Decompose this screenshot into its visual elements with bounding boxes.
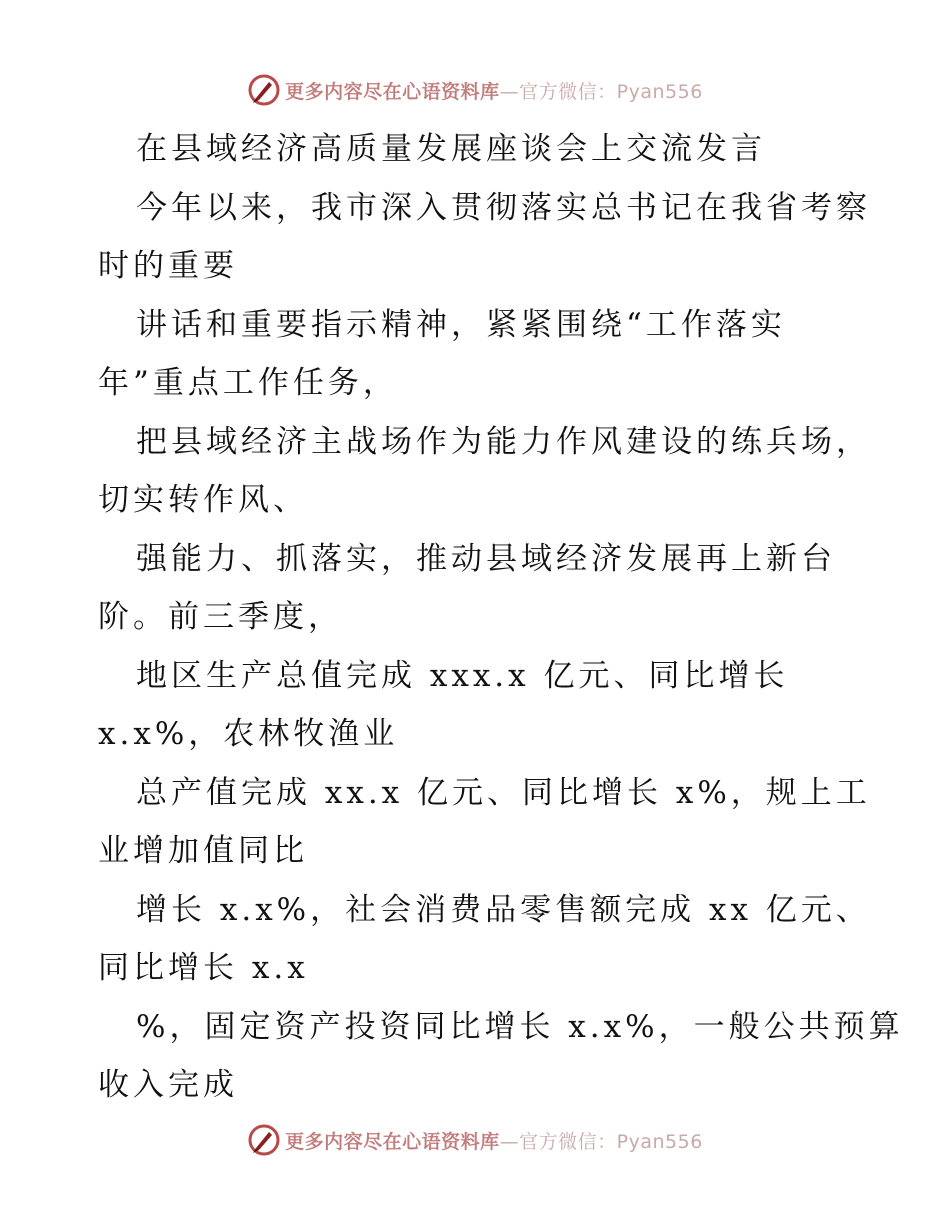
document-title: 在县域经济高质量发展座谈会上交流发言 [136,131,766,167]
watermark-brand: 更多内容尽在心语资料库 [285,1130,500,1153]
paragraph-line: 年”重点工作任务， [98,365,398,401]
paragraph-line: 讲话和重要指示精神，紧紧围绕“工作落实 [136,306,786,343]
paragraph-line: 今年以来，我市深入贯彻落实总书记在我省考察 [136,189,871,226]
watermark-suffix: —官方微信：Pyan556 [499,1130,703,1153]
paragraph-line: 把县域经济主战场作为能力作风建设的练兵场， [136,423,871,460]
paragraph-line: 收入完成 [98,1067,238,1103]
watermark-text [285,1127,703,1154]
paragraph-line: 增长 x.x%，社会消费品零售额完成 xx 亿元、 [136,891,871,928]
watermark-text [285,77,703,104]
document-body [98,120,904,1115]
paragraph-line: x.x%，农林牧渔业 [98,716,399,752]
paragraph-line: 强能力、抓落实，推动县域经济发展再上新台 [136,540,836,577]
paragraph-line: 地区生产总值完成 xxx.x 亿元、同比增长 [136,657,789,694]
watermark-brand: 更多内容尽在心语资料库 [285,80,500,103]
paragraph-line: %，固定资产投资同比增长 x.x%，一般公共预算 [136,1008,904,1045]
watermark-header [0,70,950,110]
paragraph-line: 阶。前三季度， [98,599,343,635]
paragraph-line: 业增加值同比 [98,833,308,869]
paragraph-line: 总产值完成 xx.x 亿元、同比增长 x%，规上工 [136,774,871,811]
paragraph-line: 时的重要 [98,248,238,284]
quill-pen-circle-icon [247,73,281,107]
quill-pen-circle-icon [247,1123,281,1157]
paragraph-line: 同比增长 x.x [98,950,309,986]
paragraph-line: 切实转作风、 [98,482,308,518]
watermark-footer [0,1120,950,1160]
watermark-suffix: —官方微信：Pyan556 [499,80,703,103]
